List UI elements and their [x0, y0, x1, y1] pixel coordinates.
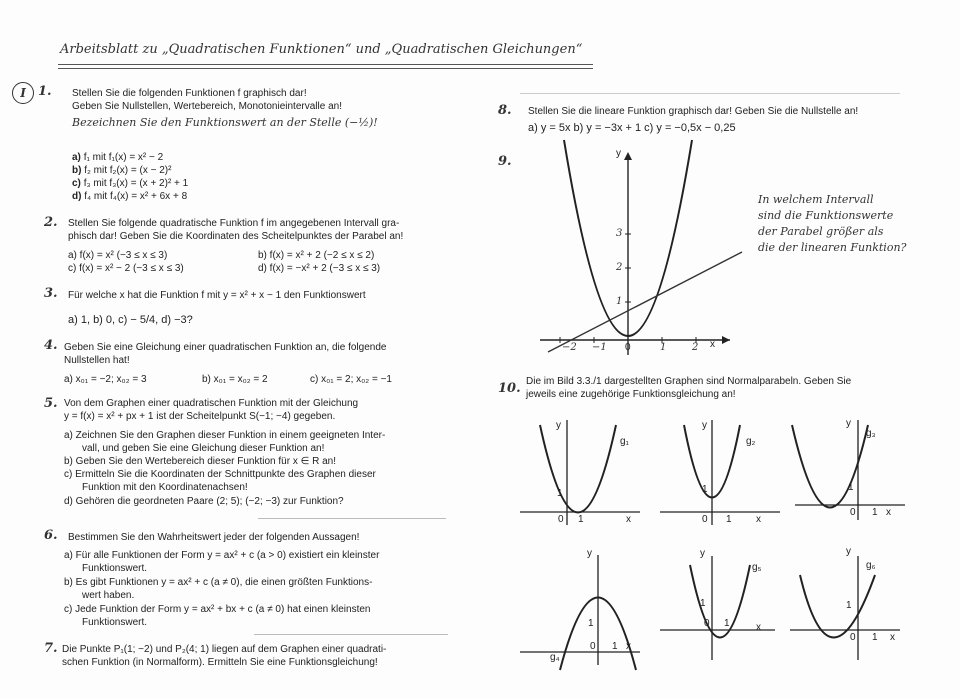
g5-name: g₅ [752, 562, 762, 573]
task-9-y-arrow [624, 152, 632, 160]
task-4-item-a: a) x₀₁ = −2; x₀₂ = 3 [64, 374, 147, 385]
task-9-x-arrow [722, 336, 730, 344]
task-7-line1: Die Punkte P₁(1; −2) und P₂(4; 1) liegen auf dem Graphen einer quadrati- [62, 644, 387, 655]
task-5-item-b: b) Geben Sie den Wertebereich dieser Funktion für x ∈ R an! [64, 456, 336, 467]
g6-x-tick: 1 [872, 632, 878, 643]
task-6-item-c1: c) Jede Funktion der Form y = ax² + bx + c (a ≠ 0) hat einen kleinsten [64, 604, 371, 615]
task-3-number: 3. [44, 286, 58, 301]
g2-name: g₂ [746, 436, 756, 447]
roman-marker: I [12, 82, 34, 104]
task-5-number: 5. [44, 396, 58, 411]
g6-y-label: y [846, 546, 851, 557]
task-5-line2: y = f(x) = x² + px + 1 ist der Scheitelpunkt S(−1; −4) gegeben. [64, 411, 336, 422]
g6-x-label: x [890, 632, 895, 643]
task-6-item-a1: a) Für alle Funktionen der Form y = ax² + c (a > 0) existiert ein kleinster [64, 550, 380, 561]
g6-zero: 0 [850, 632, 856, 643]
g1-parabola [540, 425, 616, 513]
task-2-item-d: d) f(x) = −x² + 2 (−3 ≤ x ≤ 3) [258, 263, 381, 274]
g2-x-label: x [756, 514, 761, 525]
g5-y-label: y [700, 548, 705, 559]
g3-zero: 0 [850, 507, 856, 518]
task-6-number: 6. [44, 528, 58, 543]
task-8-number: 8. [498, 103, 512, 118]
task-10-line1: Die im Bild 3.3./1 dargestellten Graphen sind Normalparabeln. Geben Sie [526, 376, 852, 387]
g6-y-tick: 1 [846, 600, 852, 611]
task-9-hand-line2: sind die Funktionswerte [758, 209, 894, 222]
task-4-item-c: c) x₀₁ = 2; x₀₂ = −1 [310, 374, 392, 385]
task-3-line1: Für welche x hat die Funktion f mit y = x² + x − 1 den Funktionswert [68, 290, 366, 301]
task-2-item-a: a) f(x) = x² (−3 ≤ x ≤ 3) [68, 250, 168, 261]
g4-y-tick: 1 [588, 618, 594, 629]
g4-y-label: y [587, 548, 592, 559]
task-6-line1: Bestimmen Sie den Wahrheitswert jeder der folgenden Aussagen! [68, 532, 360, 543]
task-6-item-a2: Funktionswert. [82, 563, 148, 574]
task-9-x-tick: −2 [562, 342, 577, 353]
g1-y-tick: 1 [557, 488, 563, 499]
task-5-line1: Von dem Graphen einer quadratischen Funktion mit der Gleichung [64, 398, 359, 409]
g3-x-tick: 1 [872, 507, 878, 518]
g6-parabola [800, 575, 875, 638]
task-6-item-c2: Funktionswert. [82, 617, 148, 628]
task-3-answers: a) 1, b) 0, c) − 5/4, d) −3? [68, 314, 193, 326]
task-9-y-tick: 2 [616, 262, 623, 273]
task-7-line2: schen Funktion (in Normalform). Ermitteln Sie eine Funktionsgleichung! [62, 657, 378, 668]
task-6-item-b2: wert haben. [82, 590, 135, 601]
task-4-line1: Geben Sie eine Gleichung einer quadratischen Funktion an, die folgende [64, 342, 387, 353]
task-9-number: 9. [498, 154, 512, 169]
task-9-hand-line1: In welchem Intervall [758, 193, 874, 206]
task-1-number: 1. [38, 84, 52, 99]
task-9-x-tick: 1 [660, 342, 667, 353]
task-9-x-tick: 2 [692, 342, 699, 353]
task-5-item-c1: c) Ermitteln Sie die Koordinaten der Schnittpunkte des Graphen dieser [64, 469, 376, 480]
task-2-item-c: c) f(x) = x² − 2 (−3 ≤ x ≤ 3) [68, 263, 184, 274]
worksheet-title: Arbeitsblatt zu „Quadratischen Funktionen“ und „Quadratischen Gleichungen“ [60, 42, 583, 57]
g3-x-label: x [886, 507, 891, 518]
task-2-line1: Stellen Sie folgende quadratische Funktion f im angegebenen Intervall gra- [68, 218, 400, 229]
g1-x-label: x [626, 514, 631, 525]
task-5-item-d: d) Gehören die geordneten Paare (2; 5); (−2; −3) zur Funktion? [64, 496, 344, 507]
task-9-hand-line4: die der linearen Funktion? [758, 241, 907, 254]
task-1-item-d: d) f₄ mit f₄(x) = x² + 6x + 8 [72, 191, 188, 202]
task-1-line1: Stellen Sie die folgenden Funktionen f graphisch dar! [72, 88, 307, 99]
task-2-item-b: b) f(x) = x² + 2 (−2 ≤ x ≤ 2) [258, 250, 375, 261]
task-1-line2: Geben Sie Nullstellen, Wertebereich, Monotonieintervalle an! [72, 101, 342, 112]
task-9-x-tick: −1 [592, 342, 607, 353]
g4-name: g₄ [550, 652, 560, 663]
task-9-y-tick: 1 [616, 296, 623, 307]
task-1-item-a: a) f₁ mit f₁(x) = x² − 2 [72, 152, 164, 163]
g4-x-label: x [626, 641, 631, 652]
g5-parabola [690, 565, 750, 638]
g2-y-tick: 1 [702, 484, 708, 495]
g1-x-tick: 1 [578, 514, 584, 525]
g5-y-tick: 1 [700, 598, 706, 609]
g4-x-tick: 1 [612, 641, 618, 652]
task-5-item-c2: Funktion mit den Koordinatenachsen! [82, 482, 248, 493]
task-1-item-b: b) f₂ mit f₂(x) = (x − 2)² [72, 165, 172, 176]
g5-x-tick: 1 [724, 618, 730, 629]
task-1-item-c: c) f₃ mit f₃(x) = (x + 2)² + 1 [72, 178, 189, 189]
g3-y-label: y [846, 418, 851, 429]
task-9-y-tick: 3 [616, 228, 623, 239]
task-4-number: 4. [44, 338, 58, 353]
g5-x-label: x [756, 622, 761, 633]
g2-x-tick: 1 [726, 514, 732, 525]
g3-parabola [792, 425, 868, 508]
task-2-line2: phisch dar! Geben Sie die Koordinaten des Scheitelpunktes der Parabel an! [68, 231, 404, 242]
task-9-linear-function [548, 252, 742, 352]
task-7-number: 7. [44, 641, 58, 656]
task-2-number: 2. [44, 215, 58, 230]
task-1-hand-note: Bezeichnen Sie den Funktionswert an der Stelle (−½)! [72, 116, 378, 129]
g2-zero: 0 [702, 514, 708, 525]
task-5-item-a2: vall, und geben Sie eine Gleichung dieser Funktion an! [82, 443, 325, 454]
task-8-items: a) y = 5x b) y = −3x + 1 c) y = −0,5x − 0,25 [528, 122, 736, 134]
task-9-hand-line3: der Parabel größer als [758, 225, 884, 238]
task-6-item-b1: b) Es gibt Funktionen y = ax² + c (a ≠ 0), die einen größten Funktions- [64, 577, 373, 588]
task-4-item-b: b) x₀₁ = x₀₂ = 2 [202, 374, 268, 385]
task-10-line2: jeweils eine zugehörige Funktionsgleichung an! [526, 389, 736, 400]
task-10-graphs [520, 420, 905, 670]
task-9-x-tick: 0 [625, 342, 631, 353]
task-9-y-label: y [616, 148, 621, 159]
task-9-x-label: x [710, 339, 715, 350]
g4-zero: 0 [590, 641, 596, 652]
g3-y-tick: 1 [848, 482, 854, 493]
task-10-number: 10. [498, 381, 521, 396]
g6-name: g₆ [866, 560, 876, 571]
task-5-item-a1: a) Zeichnen Sie den Graphen dieser Funktion in einem geeigneten Inter- [64, 430, 386, 441]
g5-zero: 0 [704, 618, 710, 629]
g2-y-label: y [702, 420, 707, 431]
task-8-line1: Stellen Sie die lineare Funktion graphisch dar! Geben Sie die Nullstelle an! [528, 106, 859, 117]
g1-y-label: y [556, 420, 561, 431]
task-4-line2: Nullstellen hat! [64, 355, 130, 366]
g3-name: g₃ [866, 428, 876, 439]
g1-zero: 0 [558, 514, 564, 525]
g1-name: g₁ [620, 436, 629, 447]
